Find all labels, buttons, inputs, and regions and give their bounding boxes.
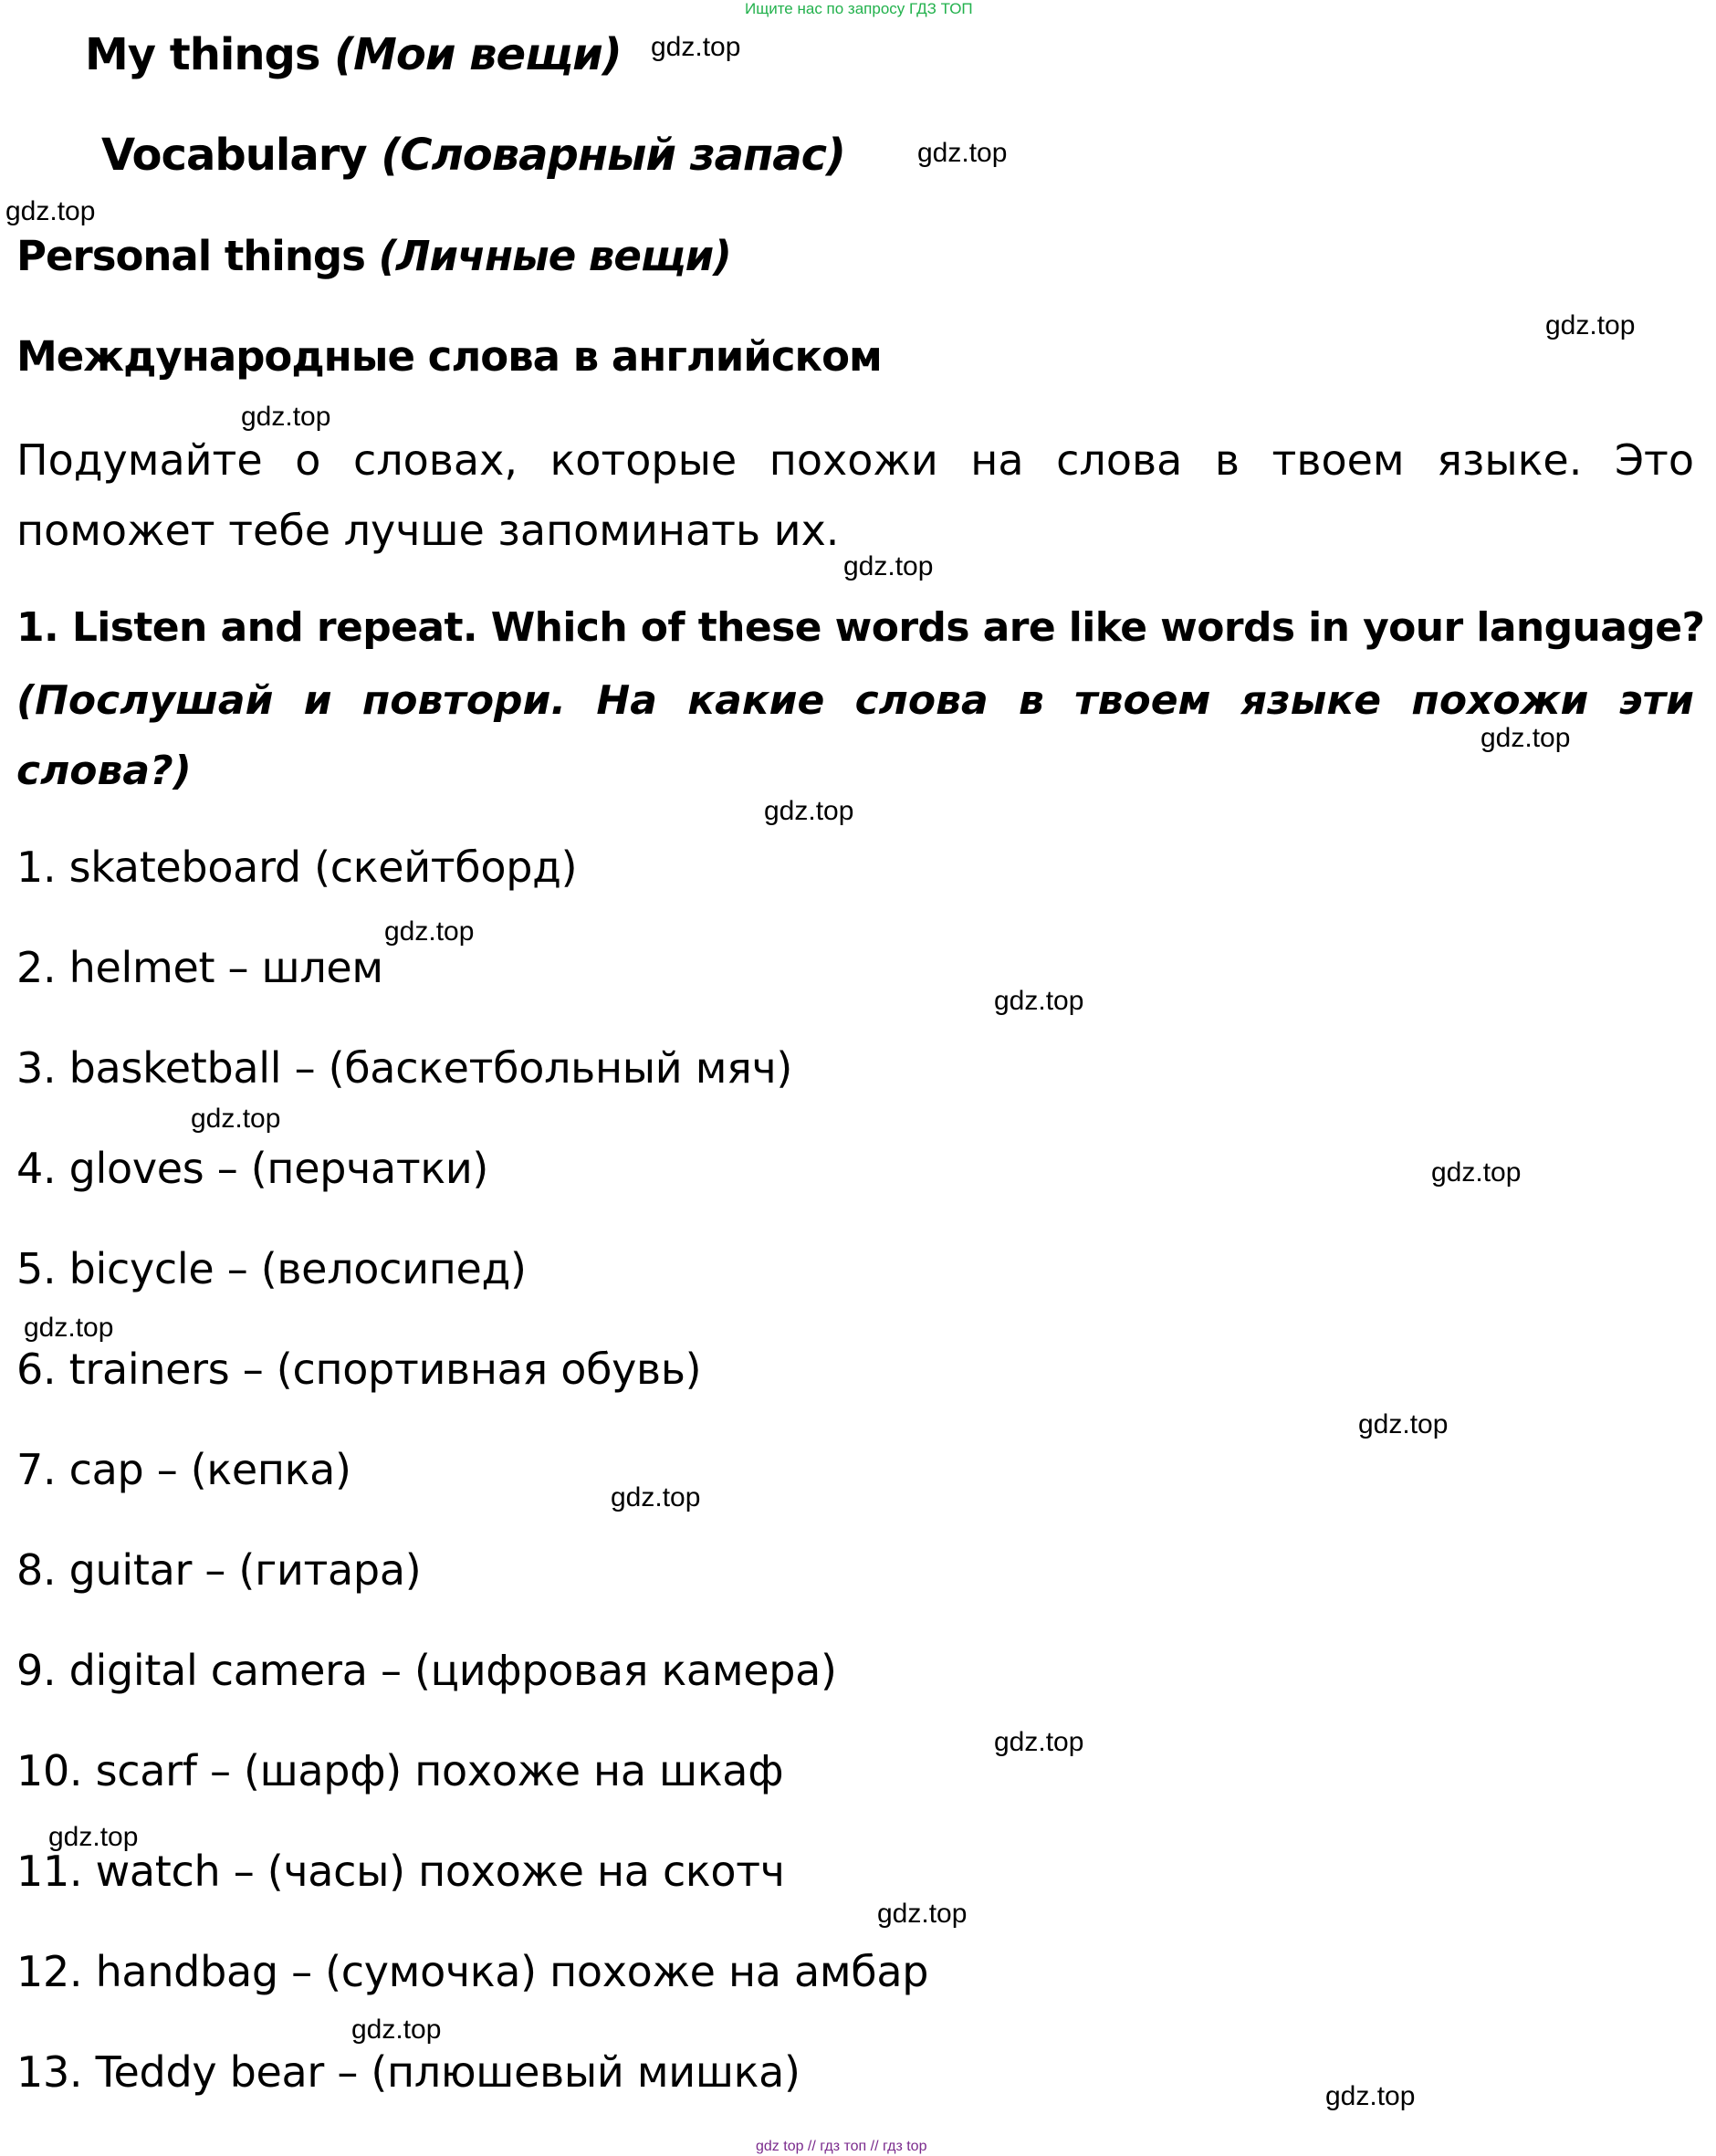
watermark: gdz.top (611, 1482, 701, 1512)
subtitle (101, 130, 845, 181)
footer-note: gdz top // гдз топ // гдз top (756, 2139, 927, 2154)
task-instruction: 1. Listen and repeat. Which of these words are like words in your language? (16, 604, 1705, 651)
watermark: gdz.top (764, 796, 854, 826)
intro-paragraph (16, 425, 1694, 566)
page-title (85, 29, 622, 80)
list-item: 11. watch – (часы) похоже на скотч (16, 1847, 785, 1896)
watermark: gdz.top (1481, 723, 1571, 753)
page-title-en: My things (85, 29, 320, 80)
watermark: gdz.top (384, 916, 475, 947)
task-instruction-ru-line-1: (Послушай и повтори. На какие слова в твоем языке похожи эти (16, 677, 1694, 724)
list-item: 13. Teddy bear – (плюшевый мишка) (16, 2047, 800, 2097)
list-item: 5. bicycle – (велосипед) (16, 1244, 527, 1293)
list-item: 3. basketball – (баскетбольный мяч) (16, 1043, 793, 1093)
list-item: 10. scarf – (шарф) похоже на шкаф (16, 1746, 784, 1795)
watermark: gdz.top (877, 1899, 968, 1929)
watermark: gdz.top (1358, 1409, 1449, 1439)
watermark: gdz.top (241, 402, 331, 432)
watermark: gdz.top (1545, 310, 1636, 340)
subtitle-ru: (Словарный запас) (381, 130, 845, 181)
watermark: gdz.top (994, 1727, 1084, 1757)
section-heading-personal-en: Personal things (16, 232, 365, 280)
section-heading-personal-ru: (Личные вещи) (378, 232, 731, 280)
task-instruction-ru-line-2: слова?) (16, 748, 192, 794)
list-item: 7. cap – (кепка) (16, 1445, 351, 1494)
subtitle-en: Vocabulary (101, 130, 367, 181)
section-heading-international: Международные слова в английском (16, 332, 882, 381)
list-item: 8. guitar – (гитара) (16, 1545, 422, 1595)
watermark: gdz.top (994, 986, 1084, 1016)
watermark: gdz.top (191, 1104, 281, 1134)
watermark: gdz.top (917, 138, 1008, 168)
list-item: 4. gloves – (перчатки) (16, 1144, 489, 1193)
intro-paragraph-line-2: поможет тебе лучше запоминать их. (16, 506, 840, 555)
intro-paragraph-line-1: Подумайте о словах, которые похожи на слова в твоем языке. Это (16, 435, 1694, 485)
list-item: 12. handbag – (сумочка) похоже на амбар (16, 1947, 929, 1996)
list-item: 2. helmet – шлем (16, 943, 383, 992)
watermark: gdz.top (351, 2015, 442, 2045)
watermark: gdz.top (48, 1822, 139, 1852)
page-title-ru: (Мои вещи) (334, 29, 622, 80)
watermark: gdz.top (1431, 1157, 1522, 1188)
watermark: gdz.top (24, 1313, 114, 1343)
watermark: gdz.top (651, 32, 741, 62)
watermark: gdz.top (843, 551, 934, 581)
task-instruction-ru (16, 665, 1694, 806)
watermark: gdz.top (1325, 2081, 1416, 2111)
top-note: Ищите нас по запросу ГДЗ ТОП (745, 0, 973, 17)
list-item: 6. trainers – (спортивная обувь) (16, 1345, 702, 1394)
section-heading-personal (16, 232, 731, 280)
list-item: 1. skateboard (скейтборд) (16, 843, 578, 892)
list-item: 9. digital camera – (цифровая камера) (16, 1646, 837, 1695)
watermark: gdz.top (5, 196, 96, 226)
